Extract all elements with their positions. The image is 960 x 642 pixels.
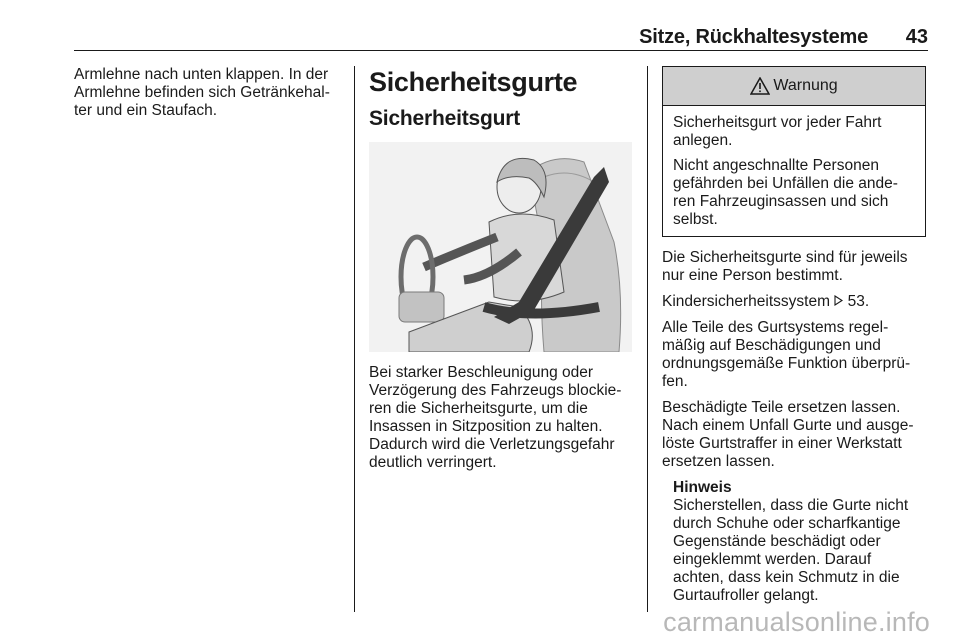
section-heading: Sicherheitsgurte [369, 67, 578, 97]
column-middle [369, 66, 634, 480]
warning-box [662, 66, 926, 237]
page-reference-arrow-icon [834, 295, 843, 306]
column-divider-1 [354, 66, 355, 612]
column-left [74, 66, 344, 128]
inspection-text: Alle Teile des Gurtsystems regel- mäßig auf Beschädigungen und ordnungsgemäße Funktion überprü- fen. [662, 319, 911, 390]
child-seat-label: Kindersicherheitssystem [662, 293, 830, 310]
warning-title: Warnung [773, 77, 838, 94]
warning-header [663, 67, 925, 106]
seatbelt-description: Bei starker Beschleunigung oder Verzögerung des Fahrzeugs blockie- ren die Sicherheitsgurte, um die Insassen in Sitzposition zu halten. Dadurch wird die Verletzungsgefahr deutlich verringert. [369, 364, 622, 471]
child-seat-reference [662, 293, 928, 311]
seatbelt-illustration [369, 142, 632, 352]
armrest-text: Armlehne nach unten klappen. In der Armlehne befinden sich Getränkehal- ter und ein Staufach. [74, 66, 330, 119]
subsection-heading: Sicherheitsgurt [369, 107, 521, 130]
warning-text-1: Sicherheitsgurt vor jeder Fahrt anlegen. [673, 114, 882, 149]
note-text: Sicherstellen, dass die Gurte nicht durch Schuhe oder scharfkantige Gegenstände beschädigt oder eingeklemmt werden. Darauf achten, dass kein Schmutz in die Gurtaufroller gelangt. [673, 497, 909, 604]
page-number: 43 [905, 26, 928, 48]
note-title: Hinweis [673, 479, 732, 496]
seated-driver-with-seatbelt-image [369, 142, 632, 352]
warning-triangle-icon [750, 77, 770, 95]
page-header [74, 26, 928, 48]
watermark: carmanualsonline.info [663, 607, 930, 637]
header-rule [74, 50, 928, 51]
column-divider-2 [647, 66, 648, 612]
page-reference[interactable] [834, 293, 869, 310]
single-person-text: Die Sicherheitsgurte sind für jeweils nur eine Person bestimmt. [662, 249, 908, 284]
replacement-text: Beschädigte Teile ersetzen lassen. Nach einem Unfall Gurte und ausge- löste Gurtstraffer in einer Werkstatt ersetzen lassen. [662, 399, 914, 470]
warning-text-2: Nicht angeschnallte Personen gefährden bei Unfällen die ande- ren Fahrzeuginsassen und sich selbst. [673, 157, 898, 228]
note-box [662, 479, 928, 605]
column-right [662, 66, 928, 613]
page-reference-number: 53. [847, 293, 870, 310]
header-title: Sitze, Rückhaltesysteme [639, 26, 868, 48]
